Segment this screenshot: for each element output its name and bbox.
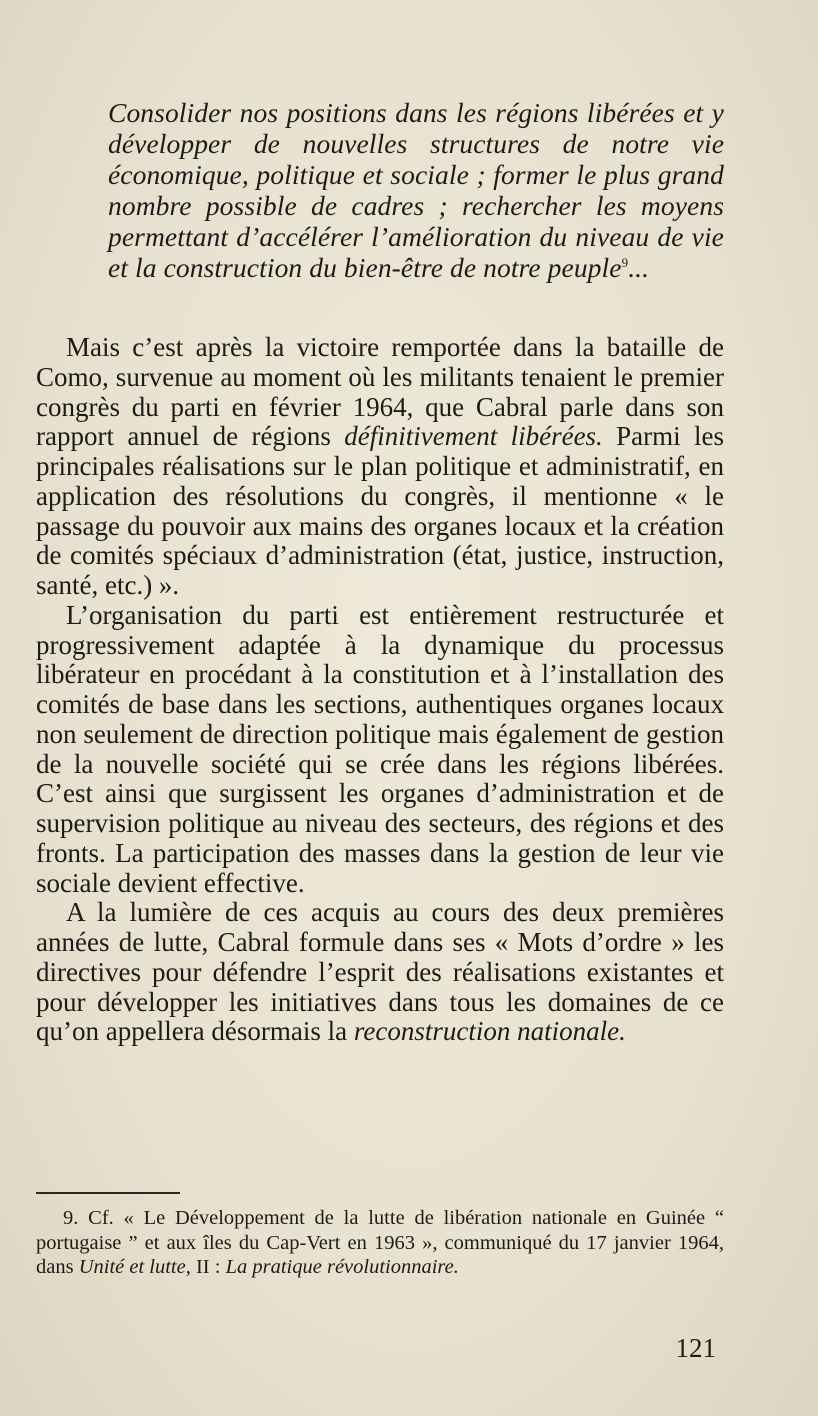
- footnote-reference-mark: 9: [621, 254, 629, 270]
- page-number: 121: [675, 1333, 716, 1363]
- quote-ellipsis: ...: [628, 251, 650, 283]
- italic-quote-block: [108, 98, 724, 283]
- footnote: 9. Cf. « Le Développement de la lutte de libération nationale en Guinée “ portugaise ” et aux îles du Cap-Vert en 1963 », communiqué du 17 janvier 1964, dans Unité et lutte, II : La pratique révolutionnaire.: [36, 1207, 724, 1278]
- footnote-text: 9. Cf. « Le Développement de la lutte de libération nationale en Guinée “ portugaise ” et aux îles du Cap-Vert en 1963 », communiqué du 17 janvier 1964, dans: [36, 1207, 724, 1278]
- paragraph-mots-d-ordre: A la lumière de ces acquis au cours des deux premières années de lutte, Cabral formule dans ses « Mots d’ordre » les directives pour défendre l’esprit des réalisations existantes et pour développer les initiatives dans tous les domaines de ce qu’on appellera désormais la reconstruction nationale.: [36, 897, 724, 1047]
- body-text: [36, 333, 724, 1047]
- paragraph-como: Mais c’est après la victoire remportée dans la bataille de Como, survenue au moment où les militants tenaient le premier congrès du parti en février 1964, que Cabral parle dans son rapport annuel de régions définitivement libérées. Parmi les principales réalisations sur le plan politique et administratif, en application des résolutions du congrès, il mentionne « le passage du pouvoir aux mains des organes locaux et la création de comités spéciaux d’administration (état, justice, instruction, santé, etc.) ».: [36, 332, 724, 600]
- emphasis-reconstruction-nationale: reconstruction nationale.: [353, 1016, 626, 1047]
- footnote-separator-rule: [36, 1192, 180, 1194]
- quote-text: Consolider nos positions dans les régions libérées et y développer de nouvelles structures de notre vie économique, politique et sociale ; former le plus grand nombre possible de cadres ; rechercher les moyens permettant d’accélérer l’amélioration du niveau de vie et la construction du bien-être de notre peuple: [108, 97, 724, 283]
- footnote-source-title: Unité et lutte,: [78, 1256, 191, 1278]
- paragraph-organisation: L’organisation du parti est entièrement restructurée et progressivement adaptée à la dynamique du processus libérateur en procédant à la constitution et à l’installation des comités de base dans les sections, authentiques organes locaux non seulement de direction politique mais également de gestion de la nouvelle société qui se crée dans les régions libérées. C’est ainsi que surgissent les organes d’administration et de supervision politique au niveau des secteurs, des régions et des fronts. La participation des masses dans la gestion de leur vie sociale devient effective.: [36, 599, 724, 898]
- footnote-source-subtitle: La pratique révolutionnaire.: [225, 1256, 459, 1278]
- emphasis-definitivement-liberees: définitivement libérées.: [344, 421, 603, 452]
